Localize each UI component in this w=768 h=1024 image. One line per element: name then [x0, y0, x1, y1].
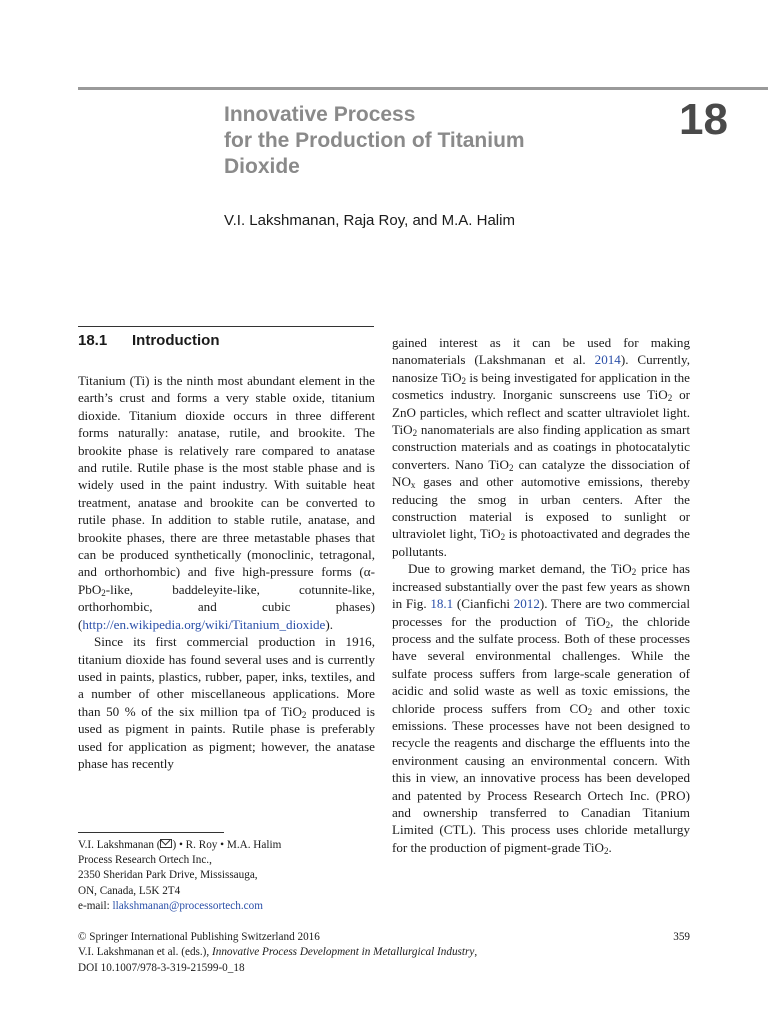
footnote-rule	[78, 832, 224, 833]
citation-link[interactable]: 2012	[513, 596, 540, 612]
chapter-title-line: for the Production of Titanium	[224, 129, 525, 152]
footnote-organization: Process Research Ortech Inc.,	[78, 854, 212, 867]
right-column	[392, 334, 690, 856]
doi-line: DOI 10.1007/978-3-319-21599-0_18	[78, 961, 245, 974]
section-title: Introduction	[132, 332, 220, 349]
envelope-icon	[160, 839, 172, 848]
chapter-authors: V.I. Lakshmanan, Raja Roy, and M.A. Halim	[224, 212, 515, 229]
section-heading	[78, 332, 219, 349]
left-column	[78, 372, 375, 772]
section-number: 18.1	[78, 332, 108, 349]
paragraph: gained interest as it can be used for making nanomaterials (Lakshmanan et al. 2014). Currently, nanosize TiO$_2$ is being investigated for application in the cosmetics industry. Inorganic sunscreens use TiO$_2$ or ZnO particles, which reflect and scatter ultraviolet light. TiO$_2$ nanomaterials are also finding application as smart construction materials and as coatings in photocatalytic converters. Nano TiO$_2$ can catalyze the dissociation of $NO_x$ gases and other automotive emissions, thereby reducing the smog in urban centers. After the construction material is exposed to sunlight or ultraviolet light, TiO$_2$ is photoactivated and degrades the pollutants.	[392, 335, 691, 559]
footnote-address: 2350 Sheridan Park Drive, Mississauga,	[78, 869, 258, 882]
chapter-title-line: Innovative Process	[224, 103, 416, 126]
copyright-line: © Springer International Publishing Switzerland 2016	[78, 931, 320, 943]
top-rule	[78, 87, 768, 90]
figure-link[interactable]: 18.1	[430, 596, 454, 612]
citation-link[interactable]: 2014	[594, 352, 621, 368]
chapter-title	[224, 102, 644, 180]
paragraph: Due to growing market demand, the TiO$_2$ price has increased substantially over the past few years as shown in Fig. 18.1 (Cianfichi 2012). There are two commercial processes for the production of TiO$_2$, the chloride process and the sulfate process. Both of these processes have several environmental challenges. While the sulfate process suffers from large-scale generation of acidic and solid waste as well as toxic emissions, the chloride process suffers from $CO_2$ and other toxic emissions. These processes have not been designed to recycle the reagents and discharge the effluents into the environment causing an environmental concern. With this in view, an innovative process has been developed and patented by Process Research Ortech Inc. (PRO) and ownership transferred to Canadian Titanium Limited (CTL). This process uses chloride metallurgy for the production of pigment-grade TiO$_2$.	[392, 561, 691, 856]
paragraph: Titanium (Ti) is the ninth most abundant element in the earth’s crust and forms a very stable oxide, titanium dioxide. Titanium dioxide occurs in three different forms naturally: anatase, rutile, and brookite. The brookite phase is relatively rare compared to anatase and rutile. Rutile phase is the most stable phase and is widely used in the paint industry. With suitable heat treatment, anatase and brookite can be converted to rutile phase. In addition to stable rutile, anatase, and brookite phases, there are three metastable phases that can be produced synthetically (monoclinic, tetragonal, and orthorhombic) and five high-pressure forms (α-PbO$_2$-like, baddeleyite-like, cotunnite-like, orthorhombic, and cubic phases) (http://en.wikipedia.org/wiki/Titanium_dioxide).	[78, 373, 375, 632]
email-link[interactable]: llakshmanan@processortech.com	[112, 899, 263, 912]
section-rule	[78, 326, 374, 327]
chapter-title-line: Dioxide	[224, 155, 300, 178]
publication-info	[78, 930, 690, 976]
author-footnote	[78, 838, 378, 914]
footnote-address: ON, Canada, L5K 2T4	[78, 884, 181, 897]
page-number: 359	[673, 931, 690, 943]
footnote-authors: V.I. Lakshmanan ( ) • R. Roy • M.A. Halim	[78, 839, 282, 851]
chapter-number: 18	[679, 95, 728, 144]
paragraph: Since its first commercial production in 1916, titanium dioxide has found several uses and is currently used in paints, plastics, rubber, paper, inks, textiles, and a number of other miscellaneous applications. More than 50 % of the six million tpa of TiO$_2$ produced is used as pigment in paints. Rutile phase is preferably used for application as pigment; however, the anatase phase has recently	[78, 634, 375, 771]
footnote-email-line: e-mail: llakshmanan@processortech.com	[78, 899, 263, 912]
citation-line: V.I. Lakshmanan et al. (eds.), Innovative Process Development in Metallurgical Industry,	[78, 946, 478, 959]
wikipedia-link[interactable]: http://en.wikipedia.org/wiki/Titanium_dioxide	[82, 616, 326, 632]
